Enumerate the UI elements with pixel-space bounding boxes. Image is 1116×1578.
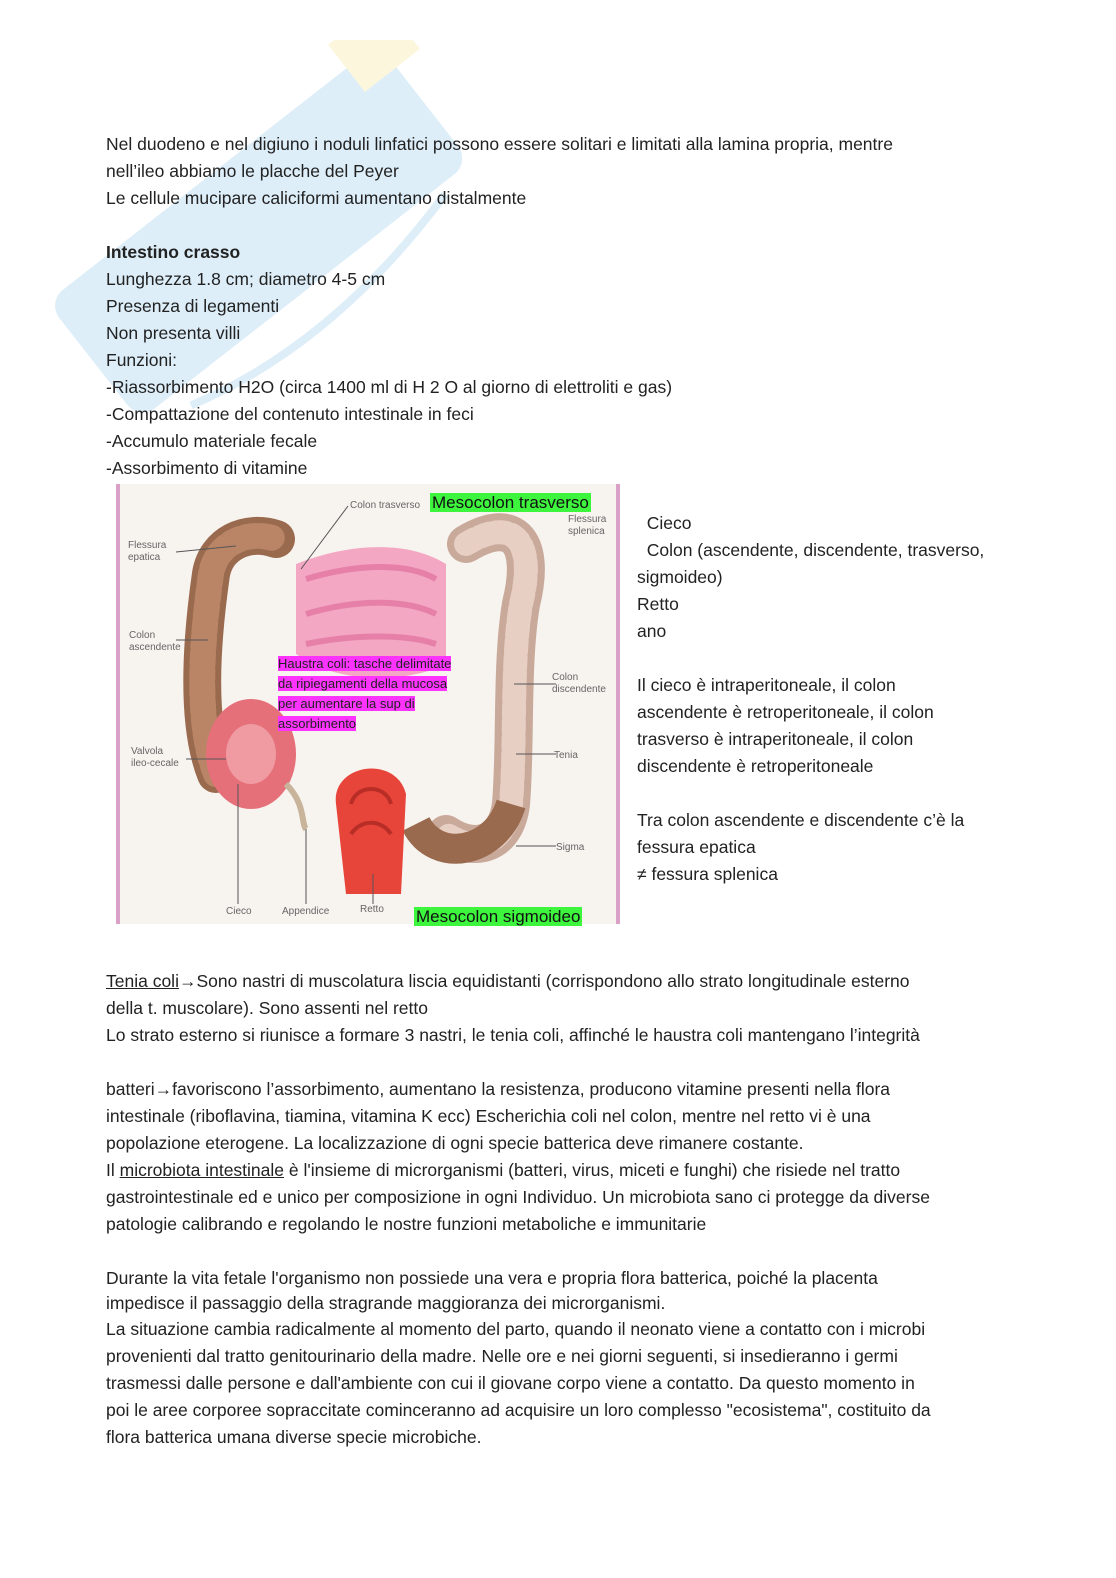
highlight-mesocolon-trasverso: Mesocolon trasverso bbox=[432, 493, 589, 512]
arrow-icon: → bbox=[154, 1079, 173, 1099]
side-line: Tra colon ascendente e discendente c’è la bbox=[637, 810, 965, 830]
tenia-term: Tenia coli bbox=[106, 971, 179, 991]
label-cieco: Cieco bbox=[226, 906, 252, 917]
microbiota-term: microbiota intestinale bbox=[119, 1160, 285, 1180]
side-line: Colon (ascendente, discendente, trasverso, bbox=[637, 540, 985, 560]
arrow-icon: → bbox=[178, 971, 197, 991]
section-item: Non presenta villi bbox=[106, 323, 241, 343]
side-line: Retto bbox=[637, 594, 679, 614]
batteri-line-3: popolazione eterogene. La localizzazione di ogni specie batterica deve rimanere costante. bbox=[106, 1133, 804, 1153]
tenia-line-2: della t. muscolare). Sono assenti nel retto bbox=[106, 998, 428, 1018]
intro-line-2: nell’ileo abbiamo le placche del Peyer bbox=[106, 161, 399, 181]
label-valvola: Valvola ileo-cecale bbox=[131, 746, 179, 769]
tenia-line-1: Tenia coli→Sono nastri di muscolatura liscia equidistanti (corrispondono allo strato longitudinale esterno bbox=[106, 971, 910, 991]
intro-line-1: Nel duodeno e nel digiuno i noduli linfatici possono essere solitari e limitati alla lamina propria, mentre bbox=[106, 134, 893, 154]
haustra-note: Haustra coli: tasche delimitate da ripiegamenti della mucosa per aumentare la sup di assorbimento bbox=[278, 656, 452, 731]
label-colon-ascendente: Colon ascendente bbox=[129, 630, 181, 653]
label-colon-discendente: Colon discendente bbox=[552, 672, 606, 695]
label-sigma: Sigma bbox=[556, 842, 585, 853]
section-item: Presenza di legamenti bbox=[106, 296, 280, 316]
side-line: ≠ fessura splenica bbox=[637, 864, 778, 884]
side-line: trasverso è intraperitoneale, il colon bbox=[637, 729, 914, 749]
side-line: Cieco bbox=[637, 513, 692, 533]
section-title: Intestino crasso bbox=[106, 242, 241, 262]
side-line: discendente è retroperitoneale bbox=[637, 756, 874, 776]
highlight-mesocolon-sigmoideo: Mesocolon sigmoideo bbox=[416, 907, 581, 926]
side-line: ascendente è retroperitoneale, il colon bbox=[637, 702, 934, 722]
label-colon-trasverso: Colon trasverso bbox=[350, 500, 421, 511]
intro-line-3: Le cellule mucipare caliciformi aumentano distalmente bbox=[106, 188, 527, 208]
section-item: -Accumulo materiale fecale bbox=[106, 431, 318, 451]
fetale-line: impedisce il passaggio della stragrande maggioranza dei microrganismi. bbox=[106, 1293, 666, 1313]
label-flessura-epatica: Flessura epatica bbox=[128, 540, 167, 563]
microbiota-line-1: Il microbiota intestinale è l'insieme di microrganismi (batteri, virus, miceti e funghi) che risiede nel tratto bbox=[106, 1160, 901, 1180]
label-retto: Retto bbox=[360, 904, 384, 915]
fetale-line: trasmessi dalle persone e dall'ambiente con cui il giovane corpo viene a contatto. Da questo momento in bbox=[106, 1373, 915, 1393]
section-item: -Compattazione del contenuto intestinale in feci bbox=[106, 404, 474, 424]
section-item: -Assorbimento di vitamine bbox=[106, 458, 308, 478]
side-line: sigmoideo) bbox=[637, 567, 723, 587]
label-flessura-splenica: Flessura splenica bbox=[568, 514, 607, 537]
side-line: Il cieco è intraperitoneale, il colon bbox=[637, 675, 896, 695]
side-line: ano bbox=[637, 621, 667, 641]
tenia-line-3: Lo strato esterno si riunisce a formare 3 nastri, le tenia coli, affinché le haustra coli mantengano l’integrità bbox=[106, 1025, 920, 1045]
microbiota-line-2: gastrointestinale ed e unico per composizione in ogni Individuo. Un microbiota sano ci protegge da diverse bbox=[106, 1187, 930, 1207]
section-item: -Riassorbimento H2O (circa 1400 ml di H 2 O al giorno di elettroliti e gas) bbox=[106, 377, 673, 397]
label-appendice: Appendice bbox=[282, 906, 330, 917]
batteri-line-1: batteri→favoriscono l’assorbimento, aumentano la resistenza, producono vitamine presenti nella flora bbox=[106, 1079, 891, 1099]
microbiota-line-3: patologie calibrando e regolando le nostre funzioni metaboliche e immunitarie bbox=[106, 1214, 707, 1234]
section-item: Lunghezza 1.8 cm; diametro 4-5 cm bbox=[106, 269, 386, 289]
fetale-line: La situazione cambia radicalmente al momento del parto, quando il neonato viene a contatto con i microbi bbox=[106, 1319, 926, 1339]
batteri-term: batteri bbox=[106, 1079, 155, 1099]
fetale-line: flora batterica umana diverse specie microbiche. bbox=[106, 1427, 482, 1447]
label-tenia: Tenia bbox=[554, 750, 578, 761]
fetale-line: provenienti dal tratto genitourinario della madre. Nelle ore e nei giorni seguenti, si insedieranno i germi bbox=[106, 1346, 898, 1366]
batteri-line-2: intestinale (riboflavina, tiamina, vitamina K ecc) Escherichia coli nel colon, mentre nel retto vi è una bbox=[106, 1106, 871, 1126]
fetale-line: poi le aree corporee sopraccitate cominceranno ad acquisire un loro complesso "ecosistema", costituito da bbox=[106, 1400, 931, 1420]
section-item: Funzioni: bbox=[106, 350, 178, 370]
large-intestine-figure bbox=[116, 484, 620, 924]
side-line: fessura epatica bbox=[637, 837, 756, 857]
fetale-line: Durante la vita fetale l'organismo non possiede una vera e propria flora batterica, poiché la placenta bbox=[106, 1268, 878, 1288]
